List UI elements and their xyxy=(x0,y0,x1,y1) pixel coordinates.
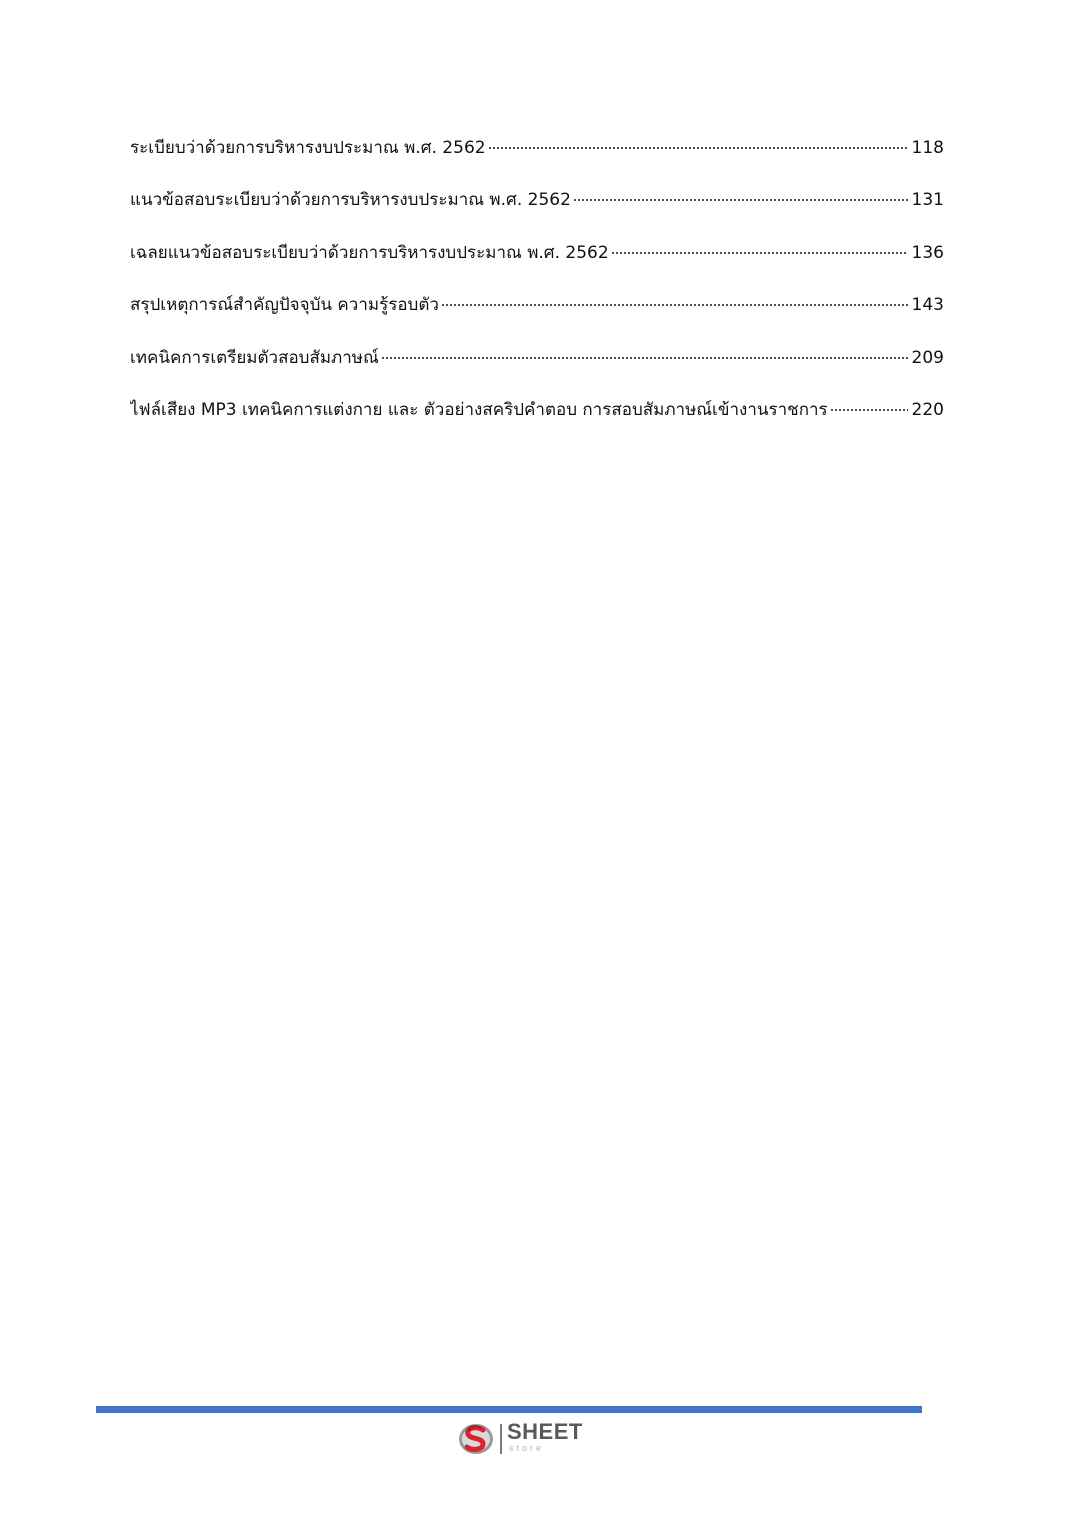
toc-entry[interactable] xyxy=(130,128,944,180)
toc-entry-title: สรุปเหตุการณ์สำคัญปัจจุบัน ความรู้รอบตัว xyxy=(130,295,439,316)
toc-entry-page: 118 xyxy=(911,138,944,158)
toc-entry-title: เฉลยแนวข้อสอบระเบียบว่าด้วยการบริหารงบประมาณ พ.ศ. 2562 xyxy=(130,242,609,263)
toc-entry-title: เทคนิคการเตรียมตัวสอบสัมภาษณ์ xyxy=(130,347,379,368)
toc-entry-title: ไฟล์เสียง MP3 เทคนิคการแต่งกาย และ ตัวอย่างสคริปคำตอบ การสอบสัมภาษณ์เข้างานราชการ xyxy=(130,399,828,420)
footer-divider xyxy=(96,1406,922,1413)
logo-divider xyxy=(500,1424,502,1454)
toc-entry-title: แนวข้อสอบระเบียบว่าด้วยการบริหารงบประมาณ พ.ศ. 2562 xyxy=(130,190,571,211)
toc-entry[interactable] xyxy=(130,233,944,285)
toc-entry-page: 136 xyxy=(911,242,944,263)
logo-wordmark: SHEET xyxy=(507,1419,583,1444)
toc-dot-leader xyxy=(830,409,908,411)
toc-entry-page: 143 xyxy=(911,295,944,316)
toc-entry[interactable] xyxy=(130,285,944,337)
toc-dot-leader xyxy=(611,252,908,254)
toc-entry[interactable] xyxy=(130,180,944,232)
toc-dot-leader xyxy=(441,304,908,306)
sheet-store-logo-icon xyxy=(456,1418,496,1458)
toc-entry[interactable] xyxy=(130,338,944,390)
toc-dot-leader xyxy=(381,357,908,359)
footer-logo xyxy=(456,1418,596,1460)
table-of-contents xyxy=(130,128,944,442)
toc-entry-page: 220 xyxy=(911,399,944,420)
toc-dot-leader xyxy=(573,199,908,201)
toc-entry-title: ระเบียบว่าด้วยการบริหารงบประมาณ พ.ศ. 2562 xyxy=(130,138,486,158)
logo-subtext: store xyxy=(509,1443,545,1453)
toc-entry-page: 209 xyxy=(911,347,944,368)
toc-entry-page: 131 xyxy=(911,190,944,211)
toc-dot-leader xyxy=(488,147,908,149)
toc-entry[interactable] xyxy=(130,390,944,442)
